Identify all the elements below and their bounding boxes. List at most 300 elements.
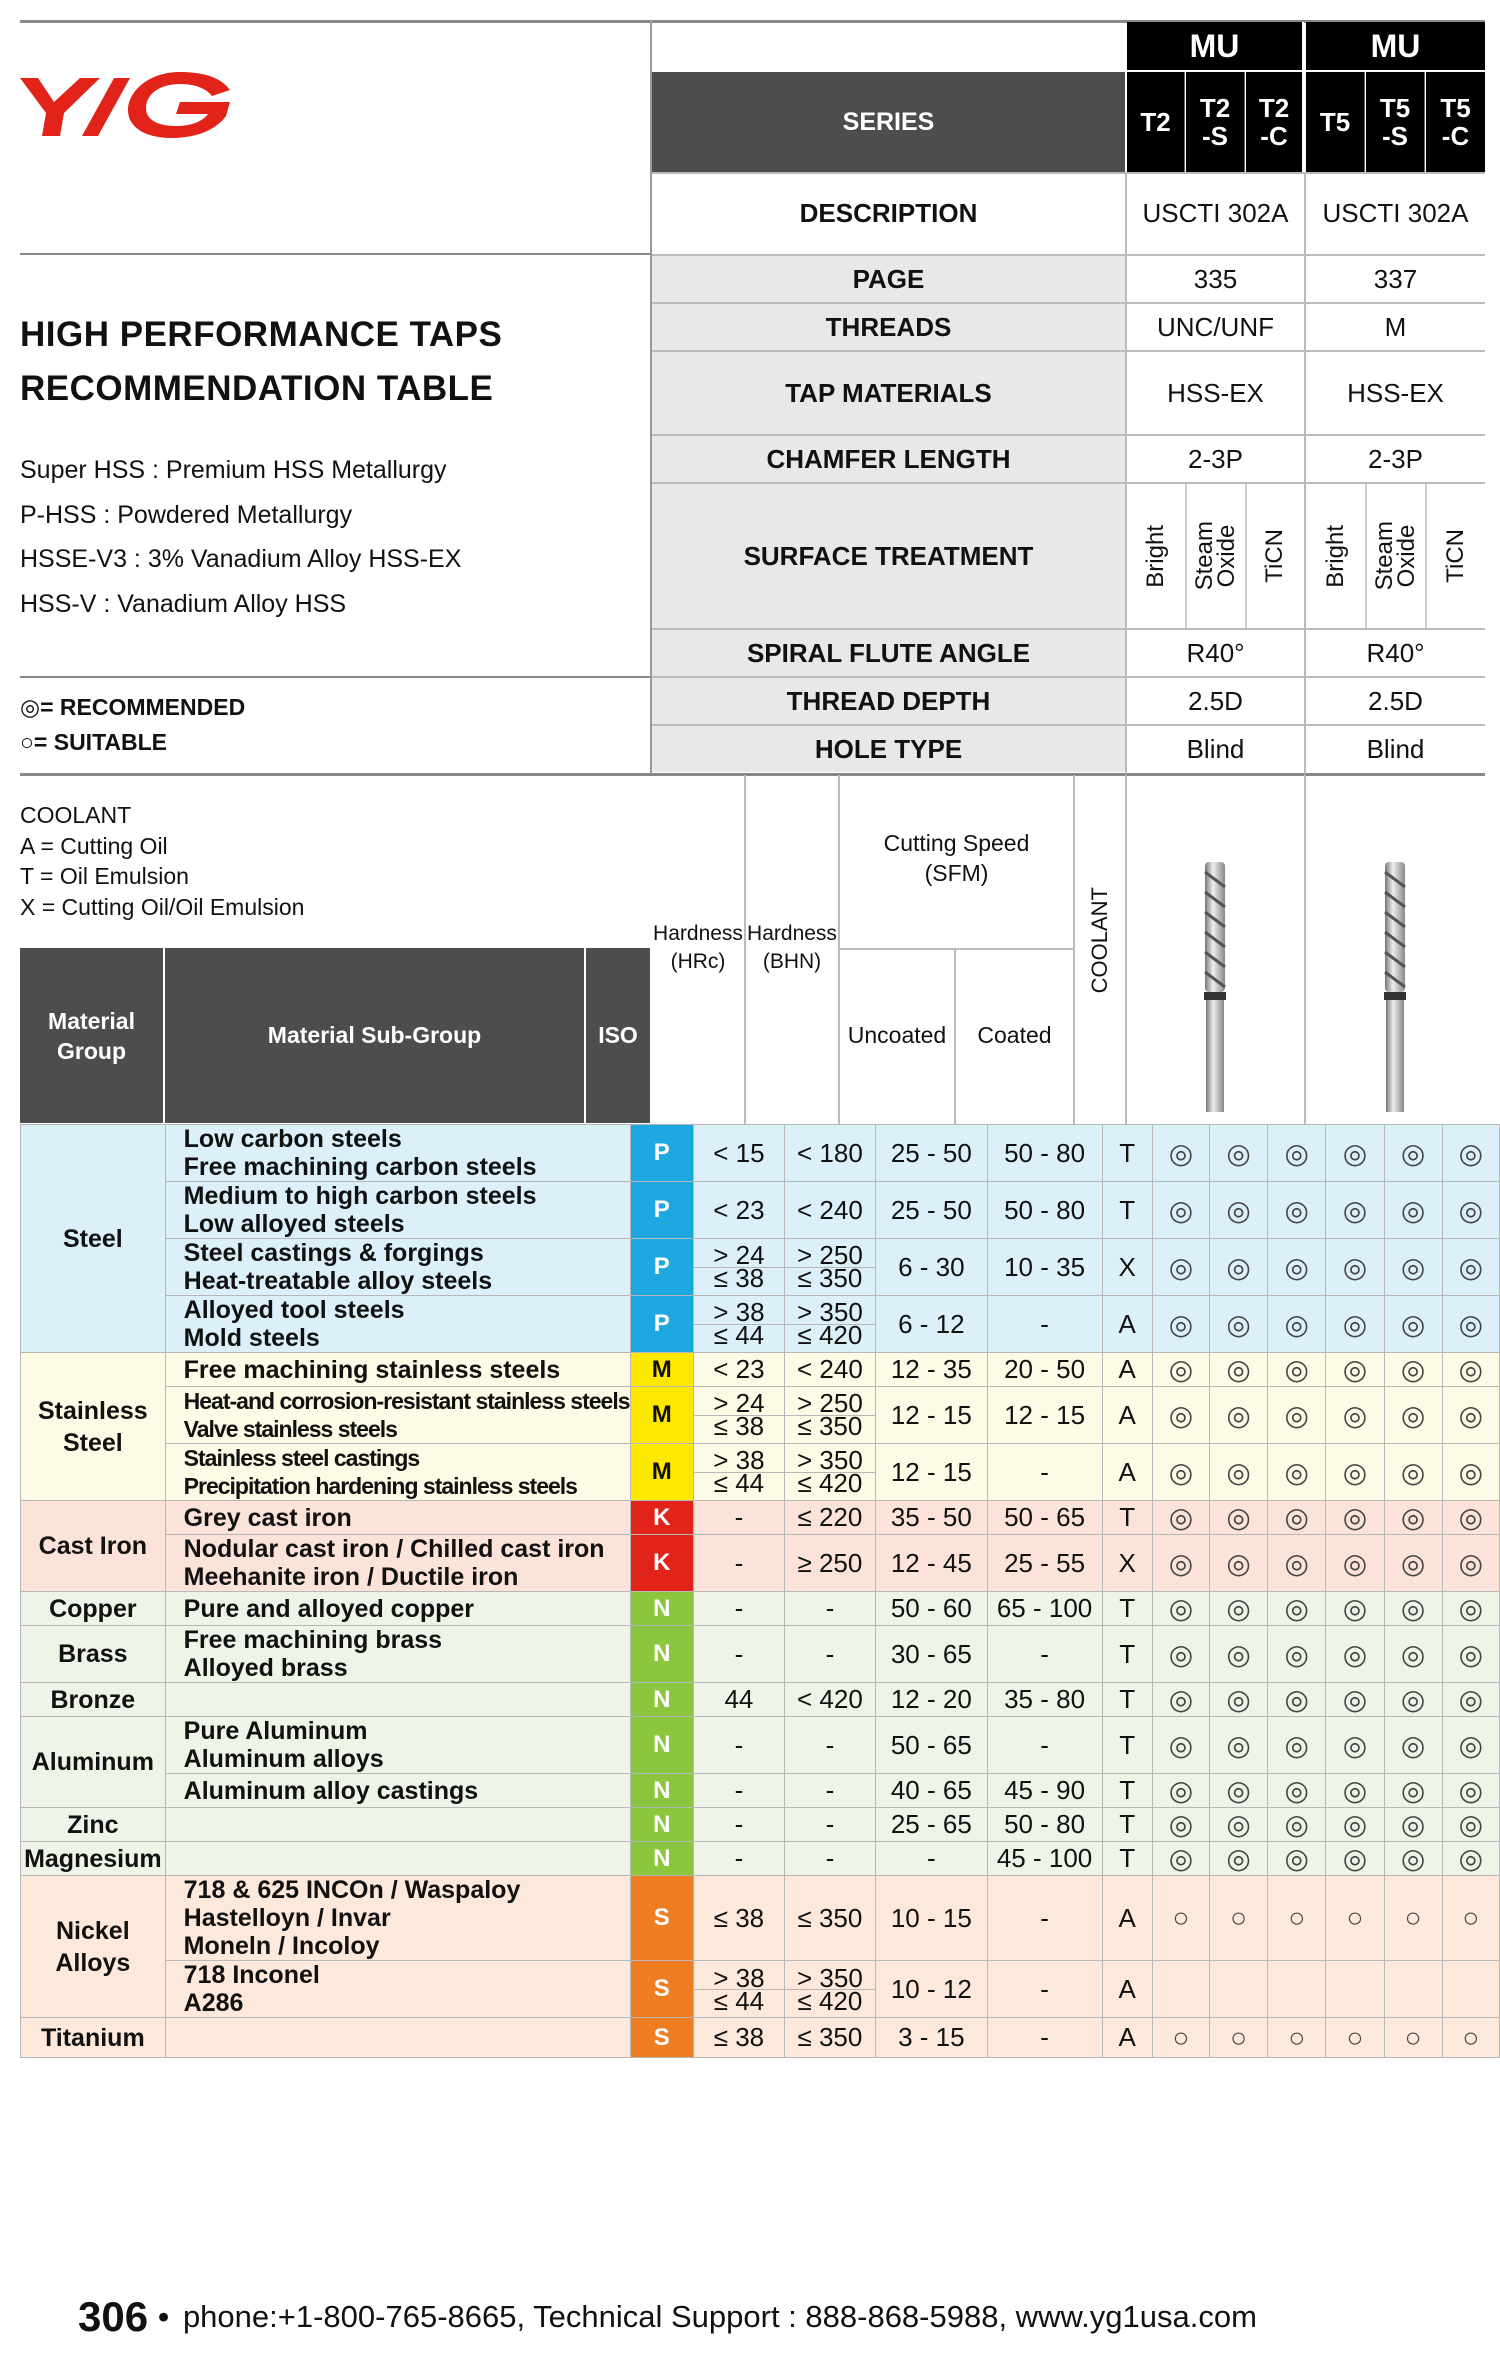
suitability-mark: ◎ [1384,1808,1442,1842]
material-subgroup-cell [165,2018,630,2058]
suitability-mark: ◎ [1326,1774,1384,1808]
hardness-hrc-max: ≤ 44 [713,1319,765,1350]
suitability-mark: ◎ [1442,1501,1499,1535]
hardness-bhn-max: ≤ 350 [797,1262,863,1293]
hardness-hrc-cell [694,1296,785,1353]
suitability-mark: ○ [1384,1876,1442,1961]
hardness-bhn-cell [784,1842,875,1876]
suitability-mark: ◎ [1326,1842,1384,1876]
material-subgroup-cell [165,1535,630,1592]
material-subgroup-cell [165,1774,630,1808]
material-group-cell [21,1717,166,1808]
material-group-cell [21,1353,166,1501]
material-group-label: Stainless Steel [37,1396,148,1457]
coolant-cell: A [1102,1961,1152,2018]
iso-badge: S [630,1961,694,2018]
suitability-mark: ◎ [1326,1683,1384,1717]
uncoated-speed-cell: 25 - 65 [876,1808,987,1842]
tap-image-t5 [1375,862,1415,1112]
coated-speed-cell: 50 - 65 [987,1501,1102,1535]
suitability-mark: ◎ [1210,1387,1268,1444]
suitability-mark: ◎ [1442,1182,1499,1239]
suitability-mark: ◎ [1442,1353,1499,1387]
material-group-label: Bronze [50,1685,136,1714]
material-subgroup-label: Pure and alloyed copper [183,1594,475,1623]
table-row [21,1535,1500,1592]
coolant-legend [20,800,304,922]
hardness-bhn-value: - [825,1809,835,1839]
hardness-bhn-min: > 250 [785,1245,875,1268]
suitability-mark: ◎ [1442,1444,1499,1501]
material-group-label: Brass [58,1640,128,1668]
suitability-mark: ◎ [1326,1808,1384,1842]
hardness-bhn-max: ≤ 420 [797,1985,863,2016]
hardness-bhn-max: ≤ 350 [797,1410,863,1441]
iso-badge: N [630,1626,694,1683]
suitability-mark: ○ [1326,1876,1384,1961]
iso-badge: P [630,1182,694,1239]
suitability-mark: ◎ [1326,1535,1384,1592]
hardness-bhn-value: < 420 [797,1684,863,1714]
hardness-hrc-cell [694,1774,785,1808]
table-row [21,1501,1500,1535]
material-subgroup-cell [165,1125,630,1182]
suitability-mark: ◎ [1210,1444,1268,1501]
uncoated-speed-cell: 12 - 15 [876,1444,987,1501]
description-value-1: USCTI 302A [1142,197,1289,228]
suitability-mark: ◎ [1326,1626,1384,1683]
tap-materials-value-1: HSS-EX [1167,377,1264,408]
coated-speed-cell: - [987,1961,1102,2018]
suitability-mark: ◎ [1210,1592,1268,1626]
uncoated-speed-cell: 3 - 15 [876,2018,987,2058]
hardness-hrc-cell [694,1387,785,1444]
suitability-mark: ◎ [1384,1501,1442,1535]
surface-t5-s [1366,484,1425,628]
coolant-cell: T [1102,1501,1152,1535]
iso-badge: M [630,1444,694,1501]
hole-type-value-1: Blind [1186,733,1245,764]
title-line-2: RECOMMENDATION TABLE [20,369,494,408]
hardness-bhn-min: > 350 [785,1967,875,1990]
recommendation-table [20,1124,1500,2058]
suitability-mark: ○ [1152,2018,1209,2058]
hardness-bhn-value: - [825,1843,835,1873]
suitability-mark: ◎ [1152,1592,1209,1626]
surface-t5-label: Bright [1321,524,1349,588]
suitability-mark: ◎ [1268,1717,1326,1774]
uncoated-speed-cell: 25 - 50 [876,1125,987,1182]
suitability-mark: ◎ [1442,1717,1499,1774]
surface-t2-c-label: TiCN [1261,529,1288,583]
material-group-label: Copper [49,1594,137,1623]
suitability-mark: ◎ [1268,1239,1326,1296]
hardness-bhn-cell [784,1387,875,1444]
symbol-legend [20,690,245,760]
material-group-cell [21,1808,166,1842]
suitability-mark: ◎ [1268,1501,1326,1535]
iso-badge: S [630,2018,694,2058]
suitability-mark: ◎ [1268,1353,1326,1387]
tap-materials-value-2: HSS-EX [1347,377,1444,408]
uncoated-speed-cell: 12 - 20 [876,1683,987,1717]
suitability-mark: ◎ [1384,1535,1442,1592]
hardness-hrc-min: > 24 [694,1393,784,1416]
material-subgroup-header: Material Sub-Group [165,948,584,1123]
suitability-mark: ◎ [1326,1444,1384,1501]
suitability-mark: ◎ [1152,1239,1209,1296]
hardness-hrc-header [652,918,744,978]
coolant-cell: A [1102,1876,1152,1961]
spiral-value-1: R40° [1186,637,1245,668]
definitions-list [20,448,461,626]
series-t2-s-label: T2 -S [1199,93,1231,151]
material-subgroup-label: Low carbon steels Free machining carbon steels [183,1125,537,1181]
hardness-bhn-cell [784,2018,875,2058]
suitability-mark: ◎ [1152,1353,1209,1387]
cutting-speed-header-label: Cutting Speed (SFM) [883,830,1030,886]
suitability-mark: ◎ [1210,1182,1268,1239]
hardness-hrc-min: > 24 [694,1245,784,1268]
coated-speed-cell: 10 - 35 [987,1239,1102,1296]
coolant-cell: A [1102,1353,1152,1387]
series-t2-c-label: T2 -C [1258,93,1290,151]
surface-t2-s-label: Steam Oxide [1190,521,1240,591]
material-group-header-label: Material Group [48,1007,135,1064]
thread-depth-value-2: 2.5D [1368,685,1423,716]
hardness-hrc-value: < 23 [713,1354,765,1384]
hardness-hrc-cell [694,1592,785,1626]
material-subgroup-cell [165,1239,630,1296]
series-t2-c [1246,72,1304,172]
iso-badge: N [630,1842,694,1876]
page-value-1: 335 [1193,263,1238,294]
definition-item: Super HSS : Premium HSS Metallurgy [20,456,447,484]
material-subgroup-label: Pure Aluminum Aluminum alloys [183,1717,384,1773]
suitability-mark: ◎ [1268,1842,1326,1876]
coolant-header [1075,860,1125,1020]
hardness-bhn-cell [784,1961,875,2018]
coolant-cell: T [1102,1125,1152,1182]
suitability-mark: ◎ [1210,1717,1268,1774]
table-row [21,1717,1500,1774]
hardness-hrc-cell [694,1182,785,1239]
hardness-hrc-value: - [734,1809,744,1839]
surface-label: SURFACE TREATMENT [652,484,1125,628]
page-title [20,308,502,416]
suitability-mark: ◎ [1152,1683,1209,1717]
material-subgroup-cell [165,1961,630,2018]
suitability-mark: ◎ [1384,1717,1442,1774]
page-value-2: 337 [1373,263,1418,294]
surface-t5-s-label: Steam Oxide [1370,521,1420,591]
suitability-mark: ◎ [1326,1125,1384,1182]
suitability-mark: ◎ [1326,1182,1384,1239]
hardness-bhn-cell [784,1876,875,1961]
definition-item: HSS-V : Vanadium Alloy HSS [20,589,347,618]
hardness-bhn-value: < 180 [797,1137,863,1168]
coolant-cell: T [1102,1182,1152,1239]
iso-badge: K [630,1501,694,1535]
legend-recommended: = RECOMMENDED [40,694,246,720]
yg-logo [20,58,240,138]
spiral-value-2: R40° [1366,637,1425,668]
coolant-cell: X [1102,1535,1152,1592]
table-row [21,1842,1500,1876]
material-subgroup-label: Free machining brass Alloyed brass [183,1626,443,1682]
hardness-hrc-cell [694,1535,785,1592]
coated-speed-cell: - [987,1444,1102,1501]
series-group-1: MU [1127,22,1304,70]
material-group-cell [21,1683,166,1717]
suitability-mark: ◎ [1152,1808,1209,1842]
series-t5-s [1366,72,1425,172]
uncoated-speed-cell: 50 - 60 [876,1592,987,1626]
suitability-mark: ◎ [1384,1626,1442,1683]
table-row [21,1592,1500,1626]
suitability-mark: ◎ [1268,1683,1326,1717]
hardness-hrc-value: 44 [724,1684,754,1714]
material-group-cell [21,2018,166,2058]
suitability-mark [1384,1961,1442,2018]
suitability-mark: ◎ [1268,1626,1326,1683]
suitability-mark: ◎ [1384,1592,1442,1626]
table-row [21,1774,1500,1808]
suitability-mark: ◎ [1152,1444,1209,1501]
suitability-mark: ◎ [1442,1387,1499,1444]
uncoated-speed-cell: - [876,1842,987,1876]
hardness-hrc-value: - [734,1729,744,1760]
hardness-hrc-max: ≤ 44 [713,1985,765,2016]
table-row [21,1296,1500,1353]
hardness-bhn-cell [784,1683,875,1717]
coated-speed-cell: 50 - 80 [987,1808,1102,1842]
suitability-mark [1152,1961,1209,2018]
coolant-cell: T [1102,1842,1152,1876]
coated-speed-cell: 25 - 55 [987,1535,1102,1592]
coated-speed-cell: 50 - 80 [987,1182,1102,1239]
cutting-speed-header [840,828,1073,888]
suitability-mark: ◎ [1326,1239,1384,1296]
material-subgroup-label: Free machining stainless steels [183,1355,561,1384]
coated-speed-cell: - [987,1296,1102,1353]
material-group-cell [21,1842,166,1876]
hardness-bhn-value: < 240 [797,1194,863,1225]
material-subgroup-label: 718 Inconel A286 [183,1961,320,2017]
hardness-bhn-max: ≤ 420 [797,1467,863,1498]
material-subgroup-label: Alloyed tool steels Mold steels [183,1296,405,1352]
suitability-mark: ◎ [1152,1125,1209,1182]
hardness-bhn-cell [784,1239,875,1296]
hole-type-value-2: Blind [1366,733,1425,764]
material-subgroup-cell [165,1808,630,1842]
material-group-cell [21,1626,166,1683]
suitability-mark: ◎ [1326,1296,1384,1353]
coolant-header-label: COOLANT [1087,886,1112,994]
suitability-mark: ○ [1268,2018,1326,2058]
hardness-bhn-value: ≥ 250 [797,1547,863,1578]
iso-badge: M [630,1387,694,1444]
series-group-2: MU [1306,22,1485,70]
hardness-bhn-min: > 350 [785,1450,875,1473]
hardness-hrc-value: - [734,1843,744,1873]
suitability-mark: ◎ [1210,1626,1268,1683]
hardness-bhn-value: - [825,1638,835,1669]
material-group-cell [21,1876,166,2018]
uncoated-speed-cell: 25 - 50 [876,1182,987,1239]
iso-badge: P [630,1239,694,1296]
suitability-mark: ◎ [1326,1592,1384,1626]
table-row [21,1182,1500,1239]
material-group-header [20,948,163,1123]
table-row [21,1961,1500,2018]
threads-value-1: UNC/UNF [1157,311,1274,342]
hardness-hrc-value: - [734,1547,744,1578]
threads-value-2: M [1384,311,1407,342]
material-subgroup-cell [165,1182,630,1239]
hardness-hrc-cell [694,1961,785,2018]
material-group-label: Aluminum [31,1748,154,1776]
uncoated-speed-cell: 12 - 15 [876,1387,987,1444]
hardness-hrc-value: - [734,1593,744,1623]
surface-t5 [1306,484,1365,628]
material-group-cell [21,1501,166,1592]
suitability-mark: ◎ [1268,1182,1326,1239]
iso-badge: N [630,1683,694,1717]
hardness-hrc-cell [694,1501,785,1535]
hardness-bhn-cell [784,1125,875,1182]
suitability-mark: ○ [1384,2018,1442,2058]
suitability-mark: ◎ [1326,1501,1384,1535]
material-subgroup-label: Aluminum alloy castings [183,1776,479,1805]
series-t2-s [1186,72,1245,172]
suitability-mark: ◎ [1268,1125,1326,1182]
material-subgroup-cell [165,1387,630,1444]
suitability-mark: ◎ [1210,1535,1268,1592]
uncoated-speed-cell: 50 - 65 [876,1717,987,1774]
coolant-cell: T [1102,1717,1152,1774]
suitability-mark: ◎ [1326,1717,1384,1774]
material-subgroup-label: Stainless steel castings Precipitation hardening stainless steels [183,1445,577,1499]
suitability-mark: ◎ [1268,1808,1326,1842]
hardness-bhn-cell [784,1444,875,1501]
table-row [21,1444,1500,1501]
suitability-mark: ◎ [1152,1626,1209,1683]
thread-depth-value-1: 2.5D [1188,685,1243,716]
surface-t2-label: Bright [1142,524,1169,588]
suitability-mark: ○ [1210,2018,1268,2058]
hardness-hrc-value: - [734,1502,744,1532]
hardness-bhn-value: ≤ 350 [797,2022,863,2052]
hardness-hrc-max: ≤ 38 [713,1410,765,1441]
suitability-mark: ◎ [1152,1842,1209,1876]
suitability-mark: ○ [1268,1876,1326,1961]
suitability-mark [1210,1961,1268,2018]
suitability-mark: ◎ [1442,1125,1499,1182]
hardness-bhn-value: - [825,1593,835,1623]
series-t5 [1306,72,1365,172]
material-group-label: Zinc [67,1810,119,1839]
hardness-hrc-cell [694,1626,785,1683]
coolant-cell: T [1102,1592,1152,1626]
material-group-label: Nickel Alloys [55,1916,131,1977]
hardness-bhn-value: ≤ 350 [797,1902,863,1933]
hardness-hrc-cell [694,1125,785,1182]
hardness-hrc-header-label: Hardness (HRc) [653,922,743,973]
hardness-hrc-max: ≤ 38 [713,1262,765,1293]
suitability-mark: ◎ [1152,1501,1209,1535]
suitability-mark: ◎ [1210,1239,1268,1296]
coolant-cell: A [1102,2018,1152,2058]
surface-t2 [1127,484,1185,628]
suitability-mark: ◎ [1152,1296,1209,1353]
definition-item: P-HSS : Powdered Metallurgy [20,500,353,529]
uncoated-speed-cell: 10 - 12 [876,1961,987,2018]
hardness-hrc-cell [694,1717,785,1774]
table-row [21,1683,1500,1717]
suitability-mark: ○ [1442,1876,1499,1961]
page-label: PAGE [652,256,1125,302]
hole-type-label: HOLE TYPE [652,726,1125,772]
chamfer-label: CHAMFER LENGTH [652,436,1125,482]
uncoated-speed-cell: 12 - 35 [876,1353,987,1387]
uncoated-speed-cell: 6 - 30 [876,1239,987,1296]
hardness-bhn-cell [784,1296,875,1353]
uncoated-speed-cell: 10 - 15 [876,1876,987,1961]
suitability-mark: ◎ [1442,1592,1499,1626]
hardness-bhn-max: ≤ 420 [797,1319,863,1350]
legend-suitable: = SUITABLE [33,729,168,755]
material-group-cell [21,1592,166,1626]
hardness-hrc-min: > 38 [694,1967,784,1990]
hardness-hrc-min: > 38 [694,1302,784,1325]
coated-header: Coated [977,1021,1052,1048]
chamfer-value-2: 2-3P [1368,443,1423,474]
suitability-mark: ◎ [1268,1387,1326,1444]
suitability-mark: ◎ [1210,1296,1268,1353]
tap-image-t2 [1195,862,1235,1112]
series-label: SERIES [652,72,1125,172]
hardness-bhn-cell [784,1535,875,1592]
material-subgroup-label: Steel castings & forgings Heat-treatable alloy steels [183,1239,493,1295]
coolant-cell: T [1102,1683,1152,1717]
suitability-mark: ◎ [1210,1808,1268,1842]
material-subgroup-cell [165,1717,630,1774]
suitability-mark: ◎ [1384,1683,1442,1717]
table-row [21,1353,1500,1387]
coolant-cell: T [1102,1808,1152,1842]
material-subgroup-cell [165,1501,630,1535]
suitability-mark: ◎ [1268,1774,1326,1808]
material-subgroup-label: Grey cast iron [183,1503,352,1532]
coated-speed-cell: 50 - 80 [987,1125,1102,1182]
hardness-bhn-cell [784,1501,875,1535]
hardness-hrc-cell [694,1876,785,1961]
iso-badge: N [630,1592,694,1626]
threads-label: THREADS [652,304,1125,350]
material-group-label: Cast Iron [38,1532,147,1560]
hardness-bhn-cell [784,1626,875,1683]
series-t2-label: T2 [1140,107,1171,137]
surface-t2-c [1246,484,1304,628]
series-t5-c [1426,72,1485,172]
table-row [21,1876,1500,1961]
iso-badge: S [630,1876,694,1961]
hardness-hrc-value: < 15 [713,1137,765,1168]
hardness-bhn-header [746,918,838,978]
iso-badge: P [630,1125,694,1182]
iso-badge: N [630,1808,694,1842]
